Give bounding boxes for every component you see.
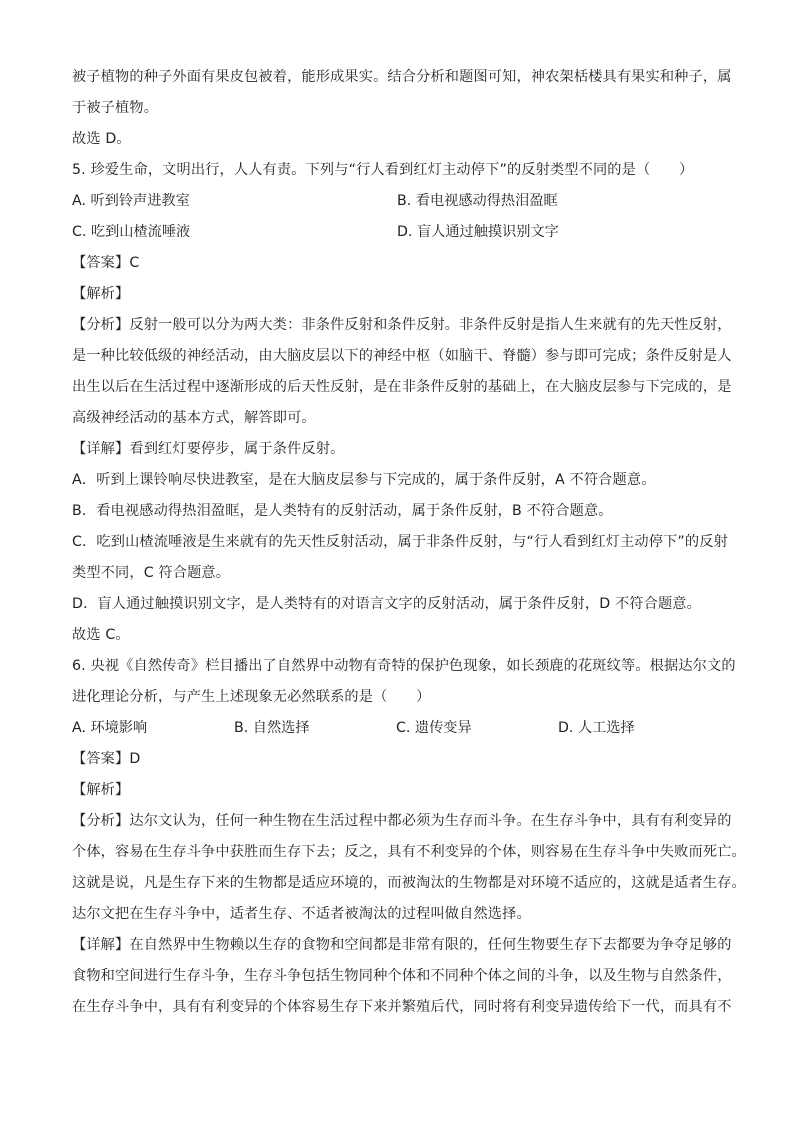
q6-stem-line: 进化理论分析，与产生上述现象无必然联系的是（ ）	[72, 689, 431, 705]
q6-analysis-line: 个体，容易在生存斗争中获胜而生存下去；反之，具有不利变异的个体，则容易在生存斗争中失败而死亡。	[72, 844, 746, 860]
q6-option-a: A. 环境影响	[72, 720, 148, 736]
q6-answer: 【答案】D	[72, 751, 141, 767]
q5-detail-line: 类型不同，C 符合题意。	[72, 565, 231, 581]
q5-option-d: D. 盲人通过触摸识别文字	[397, 224, 559, 240]
q6-options-row	[72, 713, 724, 744]
intro-line: 被子植物的种子外面有果皮包被着，能形成果实。结合分析和题图可知，神农架栝楼具有果实和种子，属	[72, 69, 732, 85]
q6-option-d: D. 人工选择	[558, 720, 635, 736]
q5-analysis-line: 是一种比较低级的神经活动，由大脑皮层以下的神经中枢（如脑干、脊髓）参与即可完成；条件反射是人	[72, 348, 732, 364]
q5-options-row	[72, 186, 724, 217]
q5-analysis-line: 出生以后在生活过程中逐渐形成的后天性反射，是在非条件反射的基础上，在大脑皮层参与下完成的，是	[72, 379, 732, 395]
intro-conclusion: 故选 D。	[72, 131, 131, 147]
q5-detail-line: D．盲人通过触摸识别文字，是人类特有的对语言文字的反射活动，属于条件反射，D 不符合题意。	[72, 596, 701, 612]
intro-line: 于被子植物。	[72, 100, 159, 116]
q6-analysis-line: 达尔文把在生存斗争中，适者生存、不适者被淘汰的过程叫做自然选择。	[72, 906, 531, 922]
q5-option-b: B. 看电视感动得热泪盈眶	[397, 193, 558, 209]
q5-stem: 5. 珍爱生命，文明出行，人人有责。下列与“行人看到红灯主动停下”的反射类型不同的是（ ）	[72, 162, 694, 178]
q5-options-row	[72, 217, 724, 248]
q5-detail-line: A．听到上课铃响尽快进教室，是在大脑皮层参与下完成的，属于条件反射，A 不符合题意。	[72, 472, 656, 488]
q5-analysis-line: 【分析】反射一般可以分为两大类：非条件反射和条件反射。非条件反射是指人生来就有的先天性反射，	[72, 317, 732, 333]
q6-stem-line: 6. 央视《自然传奇》栏目播出了自然界中动物有奇特的保护色现象，如长颈鹿的花斑纹等。根据达尔文的	[72, 658, 736, 674]
q5-detail-line: B．看电视感动得热泪盈眶，是人类特有的反射活动，属于条件反射，B 不符合题意。	[72, 503, 613, 519]
q5-detail-line: C．吃到山楂流唾液是生来就有的先天性反射活动，属于非条件反射，与“行人看到红灯主动停下”的反射	[72, 534, 728, 550]
q5-answer: 【答案】C	[72, 255, 140, 271]
q6-detail-line: 在生存斗争中，具有有利变异的个体容易生存下来并繁殖后代，同时将有利变异遗传给下一代，而具有不	[72, 999, 732, 1015]
q6-detail-line: 【详解】在自然界中生物赖以生存的食物和空间都是非常有限的，任何生物要生存下去都要为争夺足够的	[72, 937, 732, 953]
q6-analysis-line: 【分析】达尔文认为，任何一种生物在生活过程中都必须为生存而斗争。在生存斗争中，具有有利变异的	[72, 813, 732, 829]
q6-option-b: B. 自然选择	[234, 720, 310, 736]
q5-jiexi-heading: 【解析】	[72, 286, 130, 302]
q6-detail-line: 食物和空间进行生存斗争，生存斗争包括生物同种个体和不同种个体之间的斗争，以及生物与自然条件，	[72, 968, 732, 984]
q6-analysis-line: 这就是说，凡是生存下来的生物都是适应环境的，而被淘汰的生物都是对环境不适应的，这就是适者生存。	[72, 875, 746, 891]
q6-jiexi-heading: 【解析】	[72, 782, 130, 798]
q5-conclusion: 故选 C。	[72, 627, 130, 643]
q5-option-c: C. 吃到山楂流唾液	[72, 224, 191, 240]
q6-option-c: C. 遗传变异	[396, 720, 472, 736]
q5-detail-line: 【详解】看到红灯要停步，属于条件反射。	[72, 441, 345, 457]
q5-option-a: A. 听到铃声进教室	[72, 193, 190, 209]
q5-analysis-line: 高级神经活动的基本方式，解答即可。	[72, 410, 316, 426]
